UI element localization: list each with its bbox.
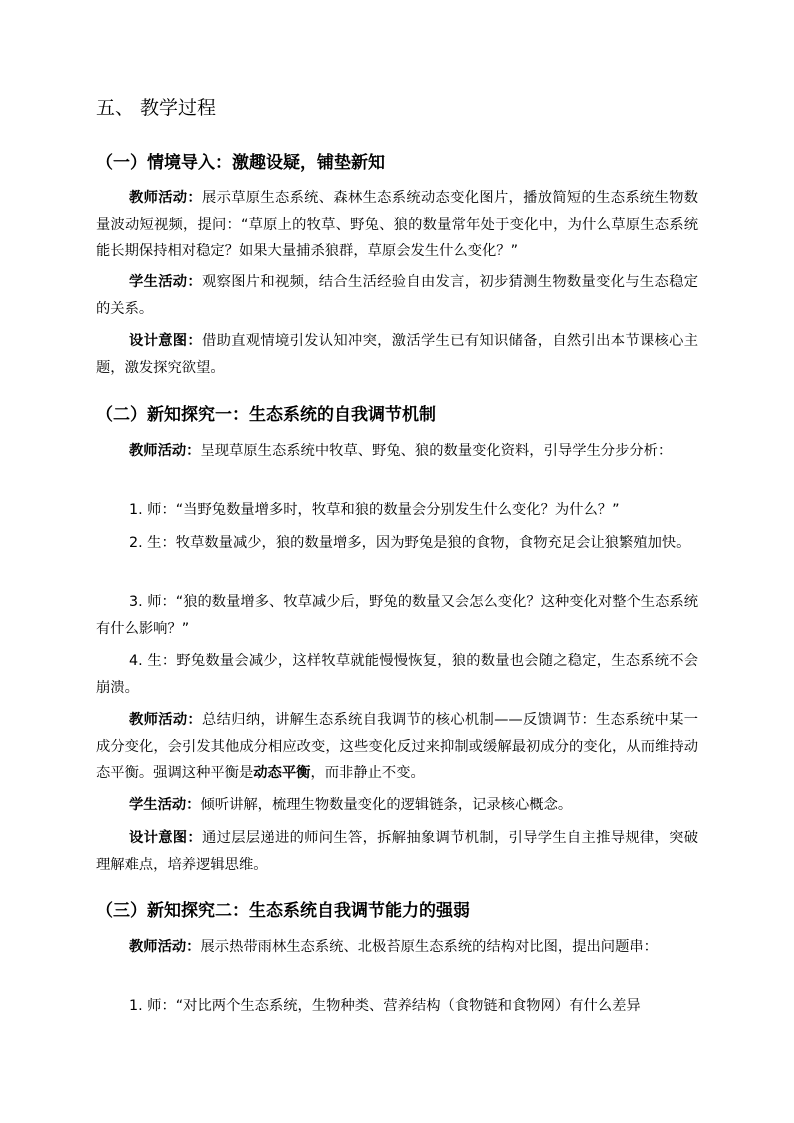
heading-regulation-mechanism: （二）新知探究一：生态系统的自我调节机制 bbox=[96, 405, 436, 425]
heading-situation-intro: （一）情境导入：激趣设疑，铺垫新知 bbox=[96, 153, 385, 173]
paragraph-teacher-activity: 教师活动：呈现草原生态系统中牧草、野兔、狼的数量变化资料，引导学生分步分析： bbox=[129, 443, 673, 459]
dialogue-item-1: 1. 师：“对比两个生态系统，生物种类、营养结构（食物链和食物网）有什么差异 bbox=[129, 998, 641, 1014]
dialogue-item-1: 1. 师：“当野兔数量增多时，牧草和狼的数量会分别发生什么变化？为什么？” bbox=[129, 502, 620, 518]
paragraph-design-intent: 设计意图：通过层层递进的师问生答，拆解抽象调节机制，引导学生自主推导规律，突破理解难点，培养逻辑思维。 bbox=[96, 830, 699, 873]
section-title: 五、 教学过程 bbox=[96, 97, 217, 119]
label-design-intent: 设计意图： bbox=[129, 830, 202, 846]
paragraph-student-activity: 学生活动：观察图片和视频，结合生活经验自由发言，初步猜测生物数量变化与生态稳定的关系。 bbox=[96, 274, 699, 317]
paragraph-design-intent: 设计意图：借助直观情境引发认知冲突，激活学生已有知识储备，自然引出本节课核心主题，激发探究欲望。 bbox=[96, 333, 699, 376]
emphasis-dynamic-balance: 动态平衡 bbox=[253, 765, 311, 781]
paragraph-teacher-activity: 教师活动：展示热带雨林生态系统、北极苔原生态系统的结构对比图，提出问题串： bbox=[129, 939, 658, 955]
label-teacher-activity: 教师活动： bbox=[129, 443, 201, 459]
paragraph-teacher-activity: 教师活动：展示草原生态系统、森林生态系统动态变化图片，播放简短的生态系统生物数量波动短视频，提问：“草原上的牧草、野兔、狼的数量常年处于变化中，为什么草原生态系统能长期保持相对稳定？如果大量捕杀狼群，草原会发生什么变化？” bbox=[96, 190, 699, 259]
label-student-activity: 学生活动： bbox=[129, 274, 202, 290]
label-teacher-activity: 教师活动： bbox=[129, 190, 202, 206]
dialogue-item-2: 2. 生：牧草数量减少，狼的数量增多，因为野兔是狼的食物，食物充足会让狼繁殖加快。 bbox=[129, 535, 691, 551]
dialogue-item-4: 4. 生：野兔数量会减少，这样牧草就能慢慢恢复，狼的数量也会随之稳定，生态系统不会崩溃。 bbox=[96, 653, 698, 696]
label-student-activity: 学生活动： bbox=[129, 797, 201, 813]
label-teacher-activity: 教师活动： bbox=[129, 712, 203, 728]
label-design-intent: 设计意图： bbox=[129, 333, 202, 349]
label-teacher-activity: 教师活动： bbox=[129, 939, 201, 955]
paragraph-student-activity: 学生活动：倾听讲解，梳理生物数量变化的逻辑链条，记录核心概念。 bbox=[129, 797, 573, 813]
heading-regulation-capacity: （三）新知探究二：生态系统自我调节能力的强弱 bbox=[96, 901, 470, 921]
dialogue-item-3: 3. 师：“狼的数量增多、牧草减少后，野兔的数量又会怎么变化？这种变化对整个生态系统有什么影响？” bbox=[96, 594, 698, 637]
paragraph-teacher-summary: 教师活动：总结归纳，讲解生态系统自我调节的核心机制——反馈调节：生态系统中某一成分变化，会引发其他成分相应改变，这些变化反过来抑制或缓解最初成分的变化，从而维持动态平衡。强调这种平衡是动态平衡，而非静止不变。 bbox=[96, 712, 699, 781]
